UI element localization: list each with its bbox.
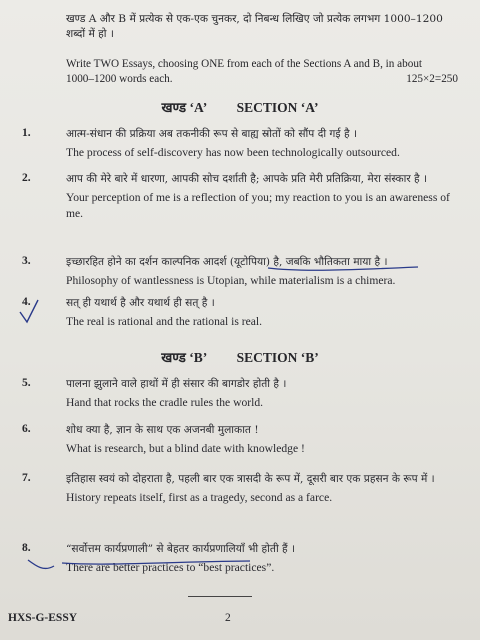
question-english: The process of self-discovery has now been technologically outsourced. <box>66 146 400 159</box>
question-hindi: आप की मेरे बारे में धारणा, आपकी सोच दर्शाती है; आपके प्रति मेरी प्रतिक्रिया, मेरा संस्कार है । <box>66 173 428 185</box>
question-hindi: शोध क्या है, ज्ञान के साथ एक अजनबी मुलाकात ! <box>66 424 259 436</box>
pen-tick-q8 <box>28 560 54 568</box>
question-number: 6. <box>22 423 31 435</box>
question-english: The real is rational and the rational is real. <box>66 315 263 328</box>
question-number: 7. <box>22 472 31 484</box>
question-hindi: “सर्वोत्तम कार्यप्रणाली” से बेहतर कार्यप्रणालियाँ भी होती हैं । <box>66 543 296 555</box>
question-english: What is research, but a blind date with knowledge ! <box>66 442 305 455</box>
section-b-english: SECTION ‘B’ <box>236 350 319 365</box>
section-a-english: SECTION ‘A’ <box>236 100 319 115</box>
question-number: 5. <box>22 377 31 389</box>
question-number: 4. <box>22 296 31 308</box>
question-hindi: पालना झुलाने वाले हाथों में ही संसार की बागडोर होती है । <box>66 378 287 390</box>
question-number: 3. <box>22 255 31 267</box>
page-number: 2 <box>225 612 231 624</box>
section-a-hindi: खण्ड ‘A’ <box>161 100 208 115</box>
paper-code: HXS-G-ESSY <box>8 612 78 624</box>
question-english: There are better practices to “best practices”. <box>66 561 275 574</box>
question-number: 1. <box>22 127 31 139</box>
question-english: Philosophy of wantlessness is Utopian, while materialism is a chimera. <box>66 274 396 287</box>
marks-allocation: 125×2=250 <box>406 73 458 85</box>
question-english: History repeats itself, first as a tragedy, second as a farce. <box>66 491 333 504</box>
instructions-hindi: खण्ड A और B में प्रत्येक से एक-एक चुनकर, दो निबन्ध लिखिए जो प्रत्येक लगभग 1000–1200 शब्दों में हो । <box>66 13 443 40</box>
question-number: 2. <box>22 172 31 184</box>
instructions-english <box>66 57 458 87</box>
instructions-english-line1: Write TWO Essays, choosing ONE from each of the Sections A and B, in about <box>66 58 423 70</box>
footer-rule <box>188 596 252 597</box>
question-hindi: इतिहास स्वयं को दोहराता है, पहली बार एक त्रासदी के रूप में, दूसरी बार एक प्रहसन के रूप में । <box>66 473 435 485</box>
question-hindi: आत्म-संधान की प्रक्रिया अब तकनीकी रूप से बाह्य स्रोतों को सौंप दी गई है । <box>66 128 357 140</box>
section-b-hindi: खण्ड ‘B’ <box>161 350 208 365</box>
question-english: Hand that rocks the cradle rules the world. <box>66 396 264 409</box>
section-a-heading <box>0 98 480 116</box>
question-hindi: सत् ही यथार्थ है और यथार्थ ही सत् है । <box>66 297 215 309</box>
section-b-heading <box>0 348 480 366</box>
instructions-english-line2: 1000–1200 words each. <box>66 73 173 85</box>
question-hindi: इच्छारहित होने का दर्शन काल्पनिक आदर्श (यूटोपिया) है, जबकि भौतिकता माया है । <box>66 256 388 268</box>
question-number: 8. <box>22 542 31 554</box>
question-english: Your perception of me is a reflection of you; my reaction to you is an awareness of me. <box>66 191 450 220</box>
